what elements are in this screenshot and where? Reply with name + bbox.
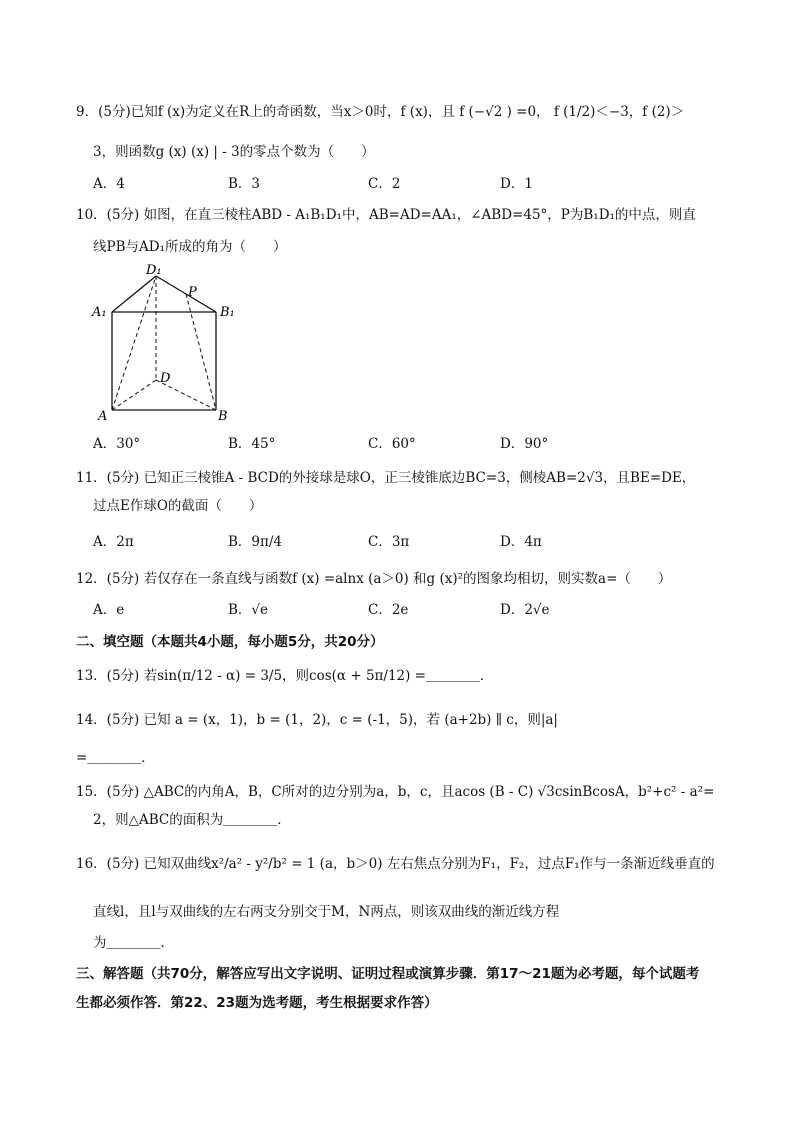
q12-option-b: B．√e (228, 602, 269, 618)
q9-line2: 3，则函数g (x) (x) | - 3的零点个数为（ ） (93, 144, 375, 160)
q14-line1: 14．(5分) 已知 a = (x，1)，b = (1，2)，c = (-1，5)，若 (a+2b) ∥ c，则|a| (76, 712, 558, 728)
label-p: P (188, 285, 197, 300)
section-2-heading: 二、填空题（本题共4小题，每小题5分，共20分） (76, 634, 384, 650)
q11-line2: 过点E作球O的截面（ ） (93, 498, 263, 514)
label-b1: B₁ (220, 305, 235, 320)
label-d: D (160, 371, 171, 386)
q15-line1: 15．(5分) △ABC的内角A，B，C所对的边分别为a，b，c，且acos (B - C) √3csinBcosA，b²+c² - a²= (76, 784, 715, 800)
q16-line2: 直线l，且l与双曲线的左右两支分别交于M，N两点，则该双曲线的渐近线方程 (93, 904, 560, 920)
q15-line2: 2，则△ABC的面积为＿＿＿＿． (93, 812, 291, 828)
q11-option-d: D．4π (500, 534, 542, 550)
q10-line1: 10．(5分) 如图，在直三棱柱ABD - A₁B₁D₁中，AB=AD=AA₁，∠ABD=45°，P为B₁D₁的中点，则直 (76, 207, 696, 223)
q9-option-c: C．2 (368, 176, 401, 192)
edge-a-d (112, 380, 156, 410)
q12-option-c: C．2e (368, 602, 409, 618)
q10-option-c: C．60° (368, 436, 416, 452)
q9-line1: 9．(5分)已知f (x)为定义在R上的奇函数，当x＞0时，f (x)，且 f (−√2 ) =0， f (1/2)＜−3，f (2)＞ (76, 104, 685, 120)
q11-line1: 11．(5分) 已知正三棱锥A - BCD的外接球是球O，正三棱锥底边BC=3，侧棱AB=2√3，且BE=DE， (76, 470, 696, 486)
label-b: B (218, 409, 228, 424)
edge-a1-d1 (112, 276, 156, 312)
segment-a-d1 (112, 276, 156, 410)
q10-option-a: A．30° (93, 436, 141, 452)
q12-line1: 12．(5分) 若仅存在一条直线与函数f (x) =alnx (a＞0) 和g (x)²的图象均相切，则实数a=（ ） (76, 571, 672, 587)
q16-line1: 16．(5分) 已知双曲线x²/a² - y²/b² = 1 (a，b＞0) 左右焦点分别为F₁，F₂，过点F₁作与一条渐近线垂直的 (76, 856, 715, 872)
q16-line3: 为＿＿＿＿． (93, 935, 174, 951)
section-3-heading-line2: 生都必须作答．第22、23题为选考题，考生根据要求作答） (76, 995, 438, 1011)
q9-option-a: A．4 (93, 176, 125, 192)
q10-line2: 线PB与AD₁所成的角为（ ） (93, 239, 287, 255)
q11-option-c: C．3π (368, 534, 410, 550)
q9-option-d: D．1 (500, 176, 533, 192)
q12-option-a: A．e (93, 602, 125, 618)
label-a1: A₁ (92, 305, 107, 320)
section-3-heading-line1: 三、解答题（共70分，解答应写出文字说明、证明过程或演算步骤．第17～21题为必考题，每个试题考 (76, 966, 700, 982)
q12-option-d: D．2√e (500, 602, 550, 618)
q11-option-b: B．9π/4 (228, 534, 283, 550)
prism-figure (90, 262, 250, 427)
q9-option-b: B．3 (228, 176, 261, 192)
label-a: A (98, 409, 108, 424)
label-d1: D₁ (146, 263, 162, 278)
q10-option-b: B．45° (228, 436, 276, 452)
q14-line2: =＿＿＿＿． (76, 750, 155, 766)
q10-option-d: D．90° (500, 436, 549, 452)
q11-option-a: A．2π (93, 534, 134, 550)
q13-line: 13．(5分) 若sin(π/12 - α) = 3/5，则cos(α + 5π/12) =＿＿＿＿． (76, 668, 494, 684)
